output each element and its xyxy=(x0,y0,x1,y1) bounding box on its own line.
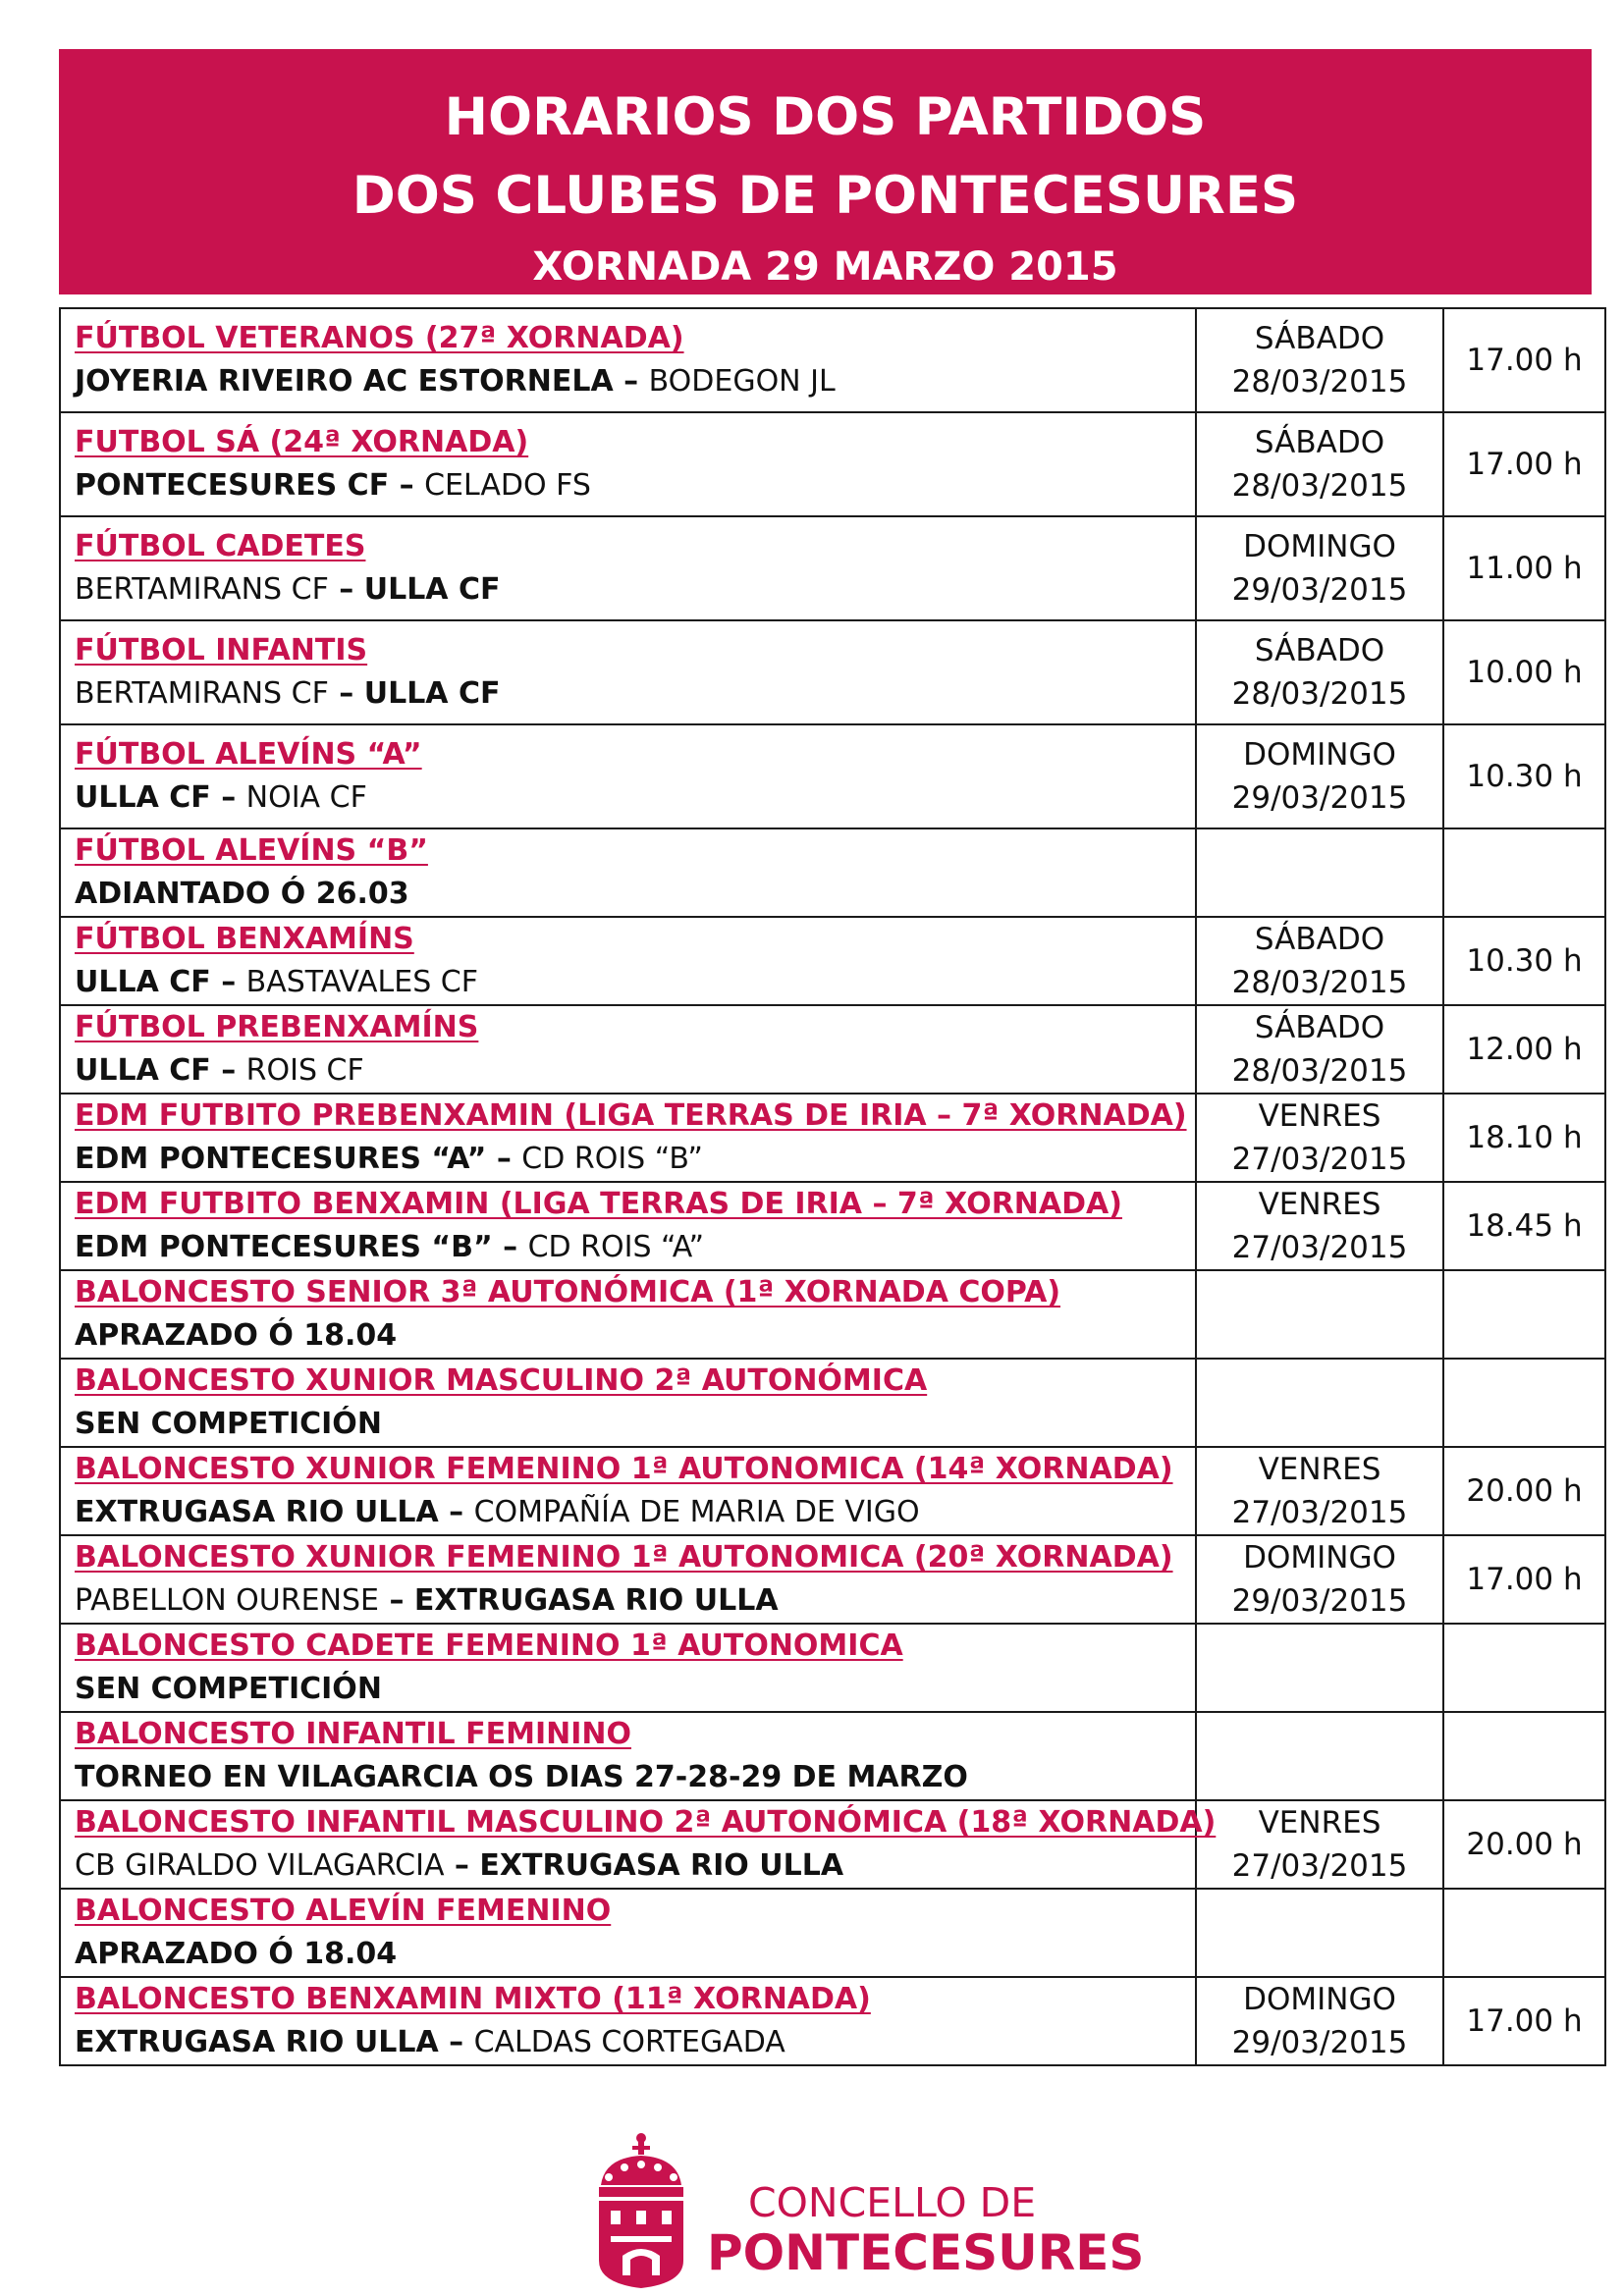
match-cell xyxy=(60,1094,1196,1182)
home-team: JOYERIA RIVEIRO AC ESTORNELA xyxy=(75,364,614,399)
time-cell: 10.30 h xyxy=(1443,917,1605,1005)
date-cell xyxy=(1196,1270,1443,1359)
match-day: VENRES xyxy=(1258,1098,1381,1134)
table-row xyxy=(60,1359,1605,1447)
match-teams xyxy=(75,568,1195,612)
category-link[interactable]: EDM FUTBITO PREBENXAMIN (LIGA TERRAS DE IRIA – 7ª XORNADA) xyxy=(75,1098,1187,1133)
category-link[interactable]: FUTBOL SÁ (24ª XORNADA) xyxy=(75,425,529,459)
match-date: 27/03/2015 xyxy=(1231,1230,1408,1265)
category-link[interactable]: BALONCESTO INFANTIL MASCULINO 2ª AUTONÓMICA (18ª XORNADA) xyxy=(75,1805,1217,1840)
away-team: CD ROIS “A” xyxy=(527,1230,705,1264)
match-day: VENRES xyxy=(1258,1452,1381,1487)
match-teams xyxy=(75,873,1195,916)
category-link[interactable]: FÚTBOL CADETES xyxy=(75,529,366,563)
match-date: 29/03/2015 xyxy=(1231,2025,1408,2060)
date-cell xyxy=(1196,1535,1443,1624)
home-team: ULLA CF xyxy=(75,1053,211,1088)
date-cell xyxy=(1196,516,1443,620)
table-row xyxy=(60,1005,1605,1094)
team-separator: – xyxy=(389,468,425,503)
table-row xyxy=(60,1712,1605,1800)
date-cell xyxy=(1196,412,1443,516)
match-cell xyxy=(60,1447,1196,1535)
date-cell xyxy=(1196,1447,1443,1535)
date-cell xyxy=(1196,1182,1443,1270)
match-teams xyxy=(75,1049,1195,1093)
date-cell xyxy=(1196,1094,1443,1182)
away-team: COMPAÑÍA DE MARIA DE VIGO xyxy=(473,1495,920,1529)
match-date: 28/03/2015 xyxy=(1231,1053,1408,1089)
home-team: TORNEO EN VILAGARCIA OS DIAS 27-28-29 DE MARZO xyxy=(75,1760,968,1794)
match-day: SÁBADO xyxy=(1254,633,1385,668)
team-separator: – xyxy=(210,1053,246,1088)
table-row xyxy=(60,1447,1605,1535)
table-row xyxy=(60,1270,1605,1359)
match-teams xyxy=(75,360,1195,403)
match-teams xyxy=(75,464,1195,507)
match-date: 27/03/2015 xyxy=(1231,1142,1408,1177)
match-cell xyxy=(60,1359,1196,1447)
category-link[interactable]: FÚTBOL BENXAMÍNS xyxy=(75,922,414,956)
home-team: APRAZADO Ó 18.04 xyxy=(75,1318,398,1353)
date-cell xyxy=(1196,1359,1443,1447)
home-team: EDM PONTECESURES “B” xyxy=(75,1230,493,1264)
home-team: ULLA CF xyxy=(75,965,211,999)
category-link[interactable]: EDM FUTBITO BENXAMIN (LIGA TERRAS DE IRIA – 7ª XORNADA) xyxy=(75,1187,1122,1221)
away-team: ROIS CF xyxy=(245,1053,364,1088)
time-cell: 18.45 h xyxy=(1443,1182,1605,1270)
time-cell xyxy=(1443,1889,1605,1977)
time-cell: 17.00 h xyxy=(1443,1535,1605,1624)
match-date: 27/03/2015 xyxy=(1231,1848,1408,1884)
category-link[interactable]: FÚTBOL VETERANOS (27ª XORNADA) xyxy=(75,321,684,355)
time-cell: 18.10 h xyxy=(1443,1094,1605,1182)
category-link[interactable]: BALONCESTO XUNIOR FEMENINO 1ª AUTONOMICA (20ª XORNADA) xyxy=(75,1540,1173,1575)
category-link[interactable]: BALONCESTO ALEVÍN FEMENINO xyxy=(75,1894,612,1928)
away-team: CD ROIS “B” xyxy=(521,1142,703,1176)
home-team: ULLA CF xyxy=(75,780,211,815)
time-cell: 17.00 h xyxy=(1443,412,1605,516)
match-teams xyxy=(75,1403,1195,1446)
table-row xyxy=(60,620,1605,724)
footer-line2: PONTECESURES xyxy=(707,2224,1145,2281)
match-date: 28/03/2015 xyxy=(1231,364,1408,400)
team-separator: – xyxy=(444,1848,480,1883)
schedule-table xyxy=(59,307,1606,2066)
date-cell xyxy=(1196,724,1443,828)
team-separator: – xyxy=(613,364,649,399)
time-cell xyxy=(1443,1712,1605,1800)
date-cell xyxy=(1196,1005,1443,1094)
match-date: 28/03/2015 xyxy=(1231,468,1408,504)
match-teams xyxy=(75,1579,1195,1623)
time-cell xyxy=(1443,828,1605,917)
time-cell: 17.00 h xyxy=(1443,1977,1605,2065)
match-cell xyxy=(60,828,1196,917)
match-cell xyxy=(60,1712,1196,1800)
team-separator: – xyxy=(438,1495,474,1529)
date-cell xyxy=(1196,917,1443,1005)
match-date: 27/03/2015 xyxy=(1231,1495,1408,1530)
date-cell xyxy=(1196,620,1443,724)
away-team: ULLA CF xyxy=(363,572,501,607)
match-date: 28/03/2015 xyxy=(1231,676,1408,712)
match-cell xyxy=(60,412,1196,516)
date-cell xyxy=(1196,1624,1443,1712)
home-team: CB GIRALDO VILAGARCIA xyxy=(75,1848,445,1883)
match-teams xyxy=(75,776,1195,820)
category-link[interactable]: BALONCESTO BENXAMIN MIXTO (11ª XORNADA) xyxy=(75,1982,871,2016)
match-teams xyxy=(75,1933,1195,1976)
match-cell xyxy=(60,1270,1196,1359)
date-cell xyxy=(1196,308,1443,412)
match-cell xyxy=(60,1977,1196,2065)
match-day: DOMINGO xyxy=(1243,529,1396,564)
time-cell xyxy=(1443,1359,1605,1447)
time-cell: 10.30 h xyxy=(1443,724,1605,828)
category-link[interactable]: FÚTBOL ALEVÍNS “A” xyxy=(75,737,422,772)
match-date: 28/03/2015 xyxy=(1231,965,1408,1000)
away-team: CALDAS CORTEGADA xyxy=(473,2025,785,2059)
match-teams xyxy=(75,1138,1195,1181)
home-team: PABELLON OURENSE xyxy=(75,1583,379,1618)
match-cell xyxy=(60,724,1196,828)
team-separator: – xyxy=(379,1583,414,1618)
away-team: BODEGON JL xyxy=(648,364,836,399)
match-cell xyxy=(60,1182,1196,1270)
table-row xyxy=(60,1182,1605,1270)
home-team: EDM PONTECESURES “A” xyxy=(75,1142,487,1176)
table-row xyxy=(60,1889,1605,1977)
match-day: VENRES xyxy=(1258,1187,1381,1222)
table-row xyxy=(60,1800,1605,1889)
table-row xyxy=(60,412,1605,516)
match-cell xyxy=(60,1800,1217,1889)
match-teams xyxy=(75,961,1195,1004)
match-day: SÁBADO xyxy=(1254,425,1385,460)
table-row xyxy=(60,724,1605,828)
match-cell xyxy=(60,1624,1196,1712)
category-link[interactable]: BALONCESTO XUNIOR MASCULINO 2ª AUTONÓMICA xyxy=(75,1363,928,1398)
footer-logo-block xyxy=(595,2128,1145,2285)
away-team: CELADO FS xyxy=(424,468,591,503)
match-date: 29/03/2015 xyxy=(1231,780,1408,816)
match-teams xyxy=(75,2021,1195,2064)
header-title-line1: HORARIOS DOS PARTIDOS xyxy=(444,87,1207,147)
date-cell xyxy=(1196,1712,1443,1800)
table-row xyxy=(60,308,1605,412)
time-cell: 10.00 h xyxy=(1443,620,1605,724)
match-cell xyxy=(60,1889,1196,1977)
team-separator: – xyxy=(492,1230,528,1264)
match-cell xyxy=(60,516,1196,620)
table-row xyxy=(60,1535,1605,1624)
team-separator: – xyxy=(438,2025,474,2059)
team-separator: – xyxy=(328,572,364,607)
date-cell xyxy=(1196,1800,1443,1889)
time-cell xyxy=(1443,1624,1605,1712)
match-cell xyxy=(60,620,1196,724)
table-row xyxy=(60,1977,1605,2065)
table-row xyxy=(60,828,1605,917)
match-day: DOMINGO xyxy=(1243,737,1396,773)
time-cell: 11.00 h xyxy=(1443,516,1605,620)
match-date: 29/03/2015 xyxy=(1231,572,1408,608)
home-team: EXTRUGASA RIO ULLA xyxy=(75,1495,439,1529)
match-cell xyxy=(60,1535,1196,1624)
date-cell xyxy=(1196,828,1443,917)
date-cell xyxy=(1196,1977,1443,2065)
away-team: EXTRUGASA RIO ULLA xyxy=(479,1848,844,1883)
time-cell xyxy=(1443,1270,1605,1359)
match-teams xyxy=(75,1668,1195,1711)
match-day: SÁBADO xyxy=(1254,321,1385,356)
category-link[interactable]: BALONCESTO SENIOR 3ª AUTONÓMICA (1ª XORNADA COPA) xyxy=(75,1275,1061,1309)
match-date: 29/03/2015 xyxy=(1231,1583,1408,1619)
category-link[interactable]: FÚTBOL PREBENXAMÍNS xyxy=(75,1010,479,1044)
category-link[interactable]: BALONCESTO CADETE FEMENINO 1ª AUTONOMICA xyxy=(75,1629,903,1663)
coat-of-arms-icon xyxy=(595,2128,693,2290)
header-banner xyxy=(59,49,1592,294)
time-cell: 20.00 h xyxy=(1443,1447,1605,1535)
table-row xyxy=(60,516,1605,620)
category-link[interactable]: FÚTBOL ALEVÍNS “B” xyxy=(75,833,428,868)
home-team: PONTECESURES CF xyxy=(75,468,390,503)
match-teams xyxy=(75,672,1195,716)
time-cell: 17.00 h xyxy=(1443,308,1605,412)
match-day: SÁBADO xyxy=(1254,922,1385,957)
home-team: BERTAMIRANS CF xyxy=(75,676,329,711)
header-title-line2: DOS CLUBES DE PONTECESURES xyxy=(352,166,1299,226)
date-cell xyxy=(1196,1889,1443,1977)
away-team: NOIA CF xyxy=(245,780,367,815)
table-row xyxy=(60,1624,1605,1712)
away-team: ULLA CF xyxy=(363,676,501,711)
match-teams xyxy=(75,1226,1195,1269)
home-team: ADIANTADO Ó 26.03 xyxy=(75,877,409,911)
category-link[interactable]: BALONCESTO XUNIOR FEMENINO 1ª AUTONOMICA (14ª XORNADA) xyxy=(75,1452,1173,1486)
category-link[interactable]: FÚTBOL INFANTIS xyxy=(75,633,368,667)
match-day: DOMINGO xyxy=(1243,1982,1396,2017)
team-separator: – xyxy=(486,1142,522,1176)
time-cell: 12.00 h xyxy=(1443,1005,1605,1094)
footer-line1: CONCELLO DE xyxy=(748,2179,1037,2226)
away-team: EXTRUGASA RIO ULLA xyxy=(413,1583,779,1618)
team-separator: – xyxy=(210,965,246,999)
home-team: APRAZADO Ó 18.04 xyxy=(75,1937,398,1971)
table-row xyxy=(60,917,1605,1005)
away-team: BASTAVALES CF xyxy=(245,965,478,999)
match-day: DOMINGO xyxy=(1243,1540,1396,1575)
header-subtitle: XORNADA 29 MARZO 2015 xyxy=(532,244,1118,290)
category-link[interactable]: BALONCESTO INFANTIL FEMININO xyxy=(75,1717,631,1751)
home-team: BERTAMIRANS CF xyxy=(75,572,329,607)
match-cell xyxy=(60,1005,1196,1094)
team-separator: – xyxy=(210,780,246,815)
match-teams xyxy=(75,1756,1195,1799)
match-day: VENRES xyxy=(1258,1805,1381,1841)
team-separator: – xyxy=(328,676,364,711)
match-teams xyxy=(75,1314,1195,1358)
time-cell: 20.00 h xyxy=(1443,1800,1605,1889)
home-team: SEN COMPETICIÓN xyxy=(75,1672,382,1706)
match-teams xyxy=(75,1844,1195,1888)
match-day: SÁBADO xyxy=(1254,1010,1385,1045)
table-row xyxy=(60,1094,1605,1182)
match-cell xyxy=(60,917,1196,1005)
home-team: EXTRUGASA RIO ULLA xyxy=(75,2025,439,2059)
match-cell xyxy=(60,308,1196,412)
match-teams xyxy=(75,1491,1195,1534)
home-team: SEN COMPETICIÓN xyxy=(75,1407,382,1441)
